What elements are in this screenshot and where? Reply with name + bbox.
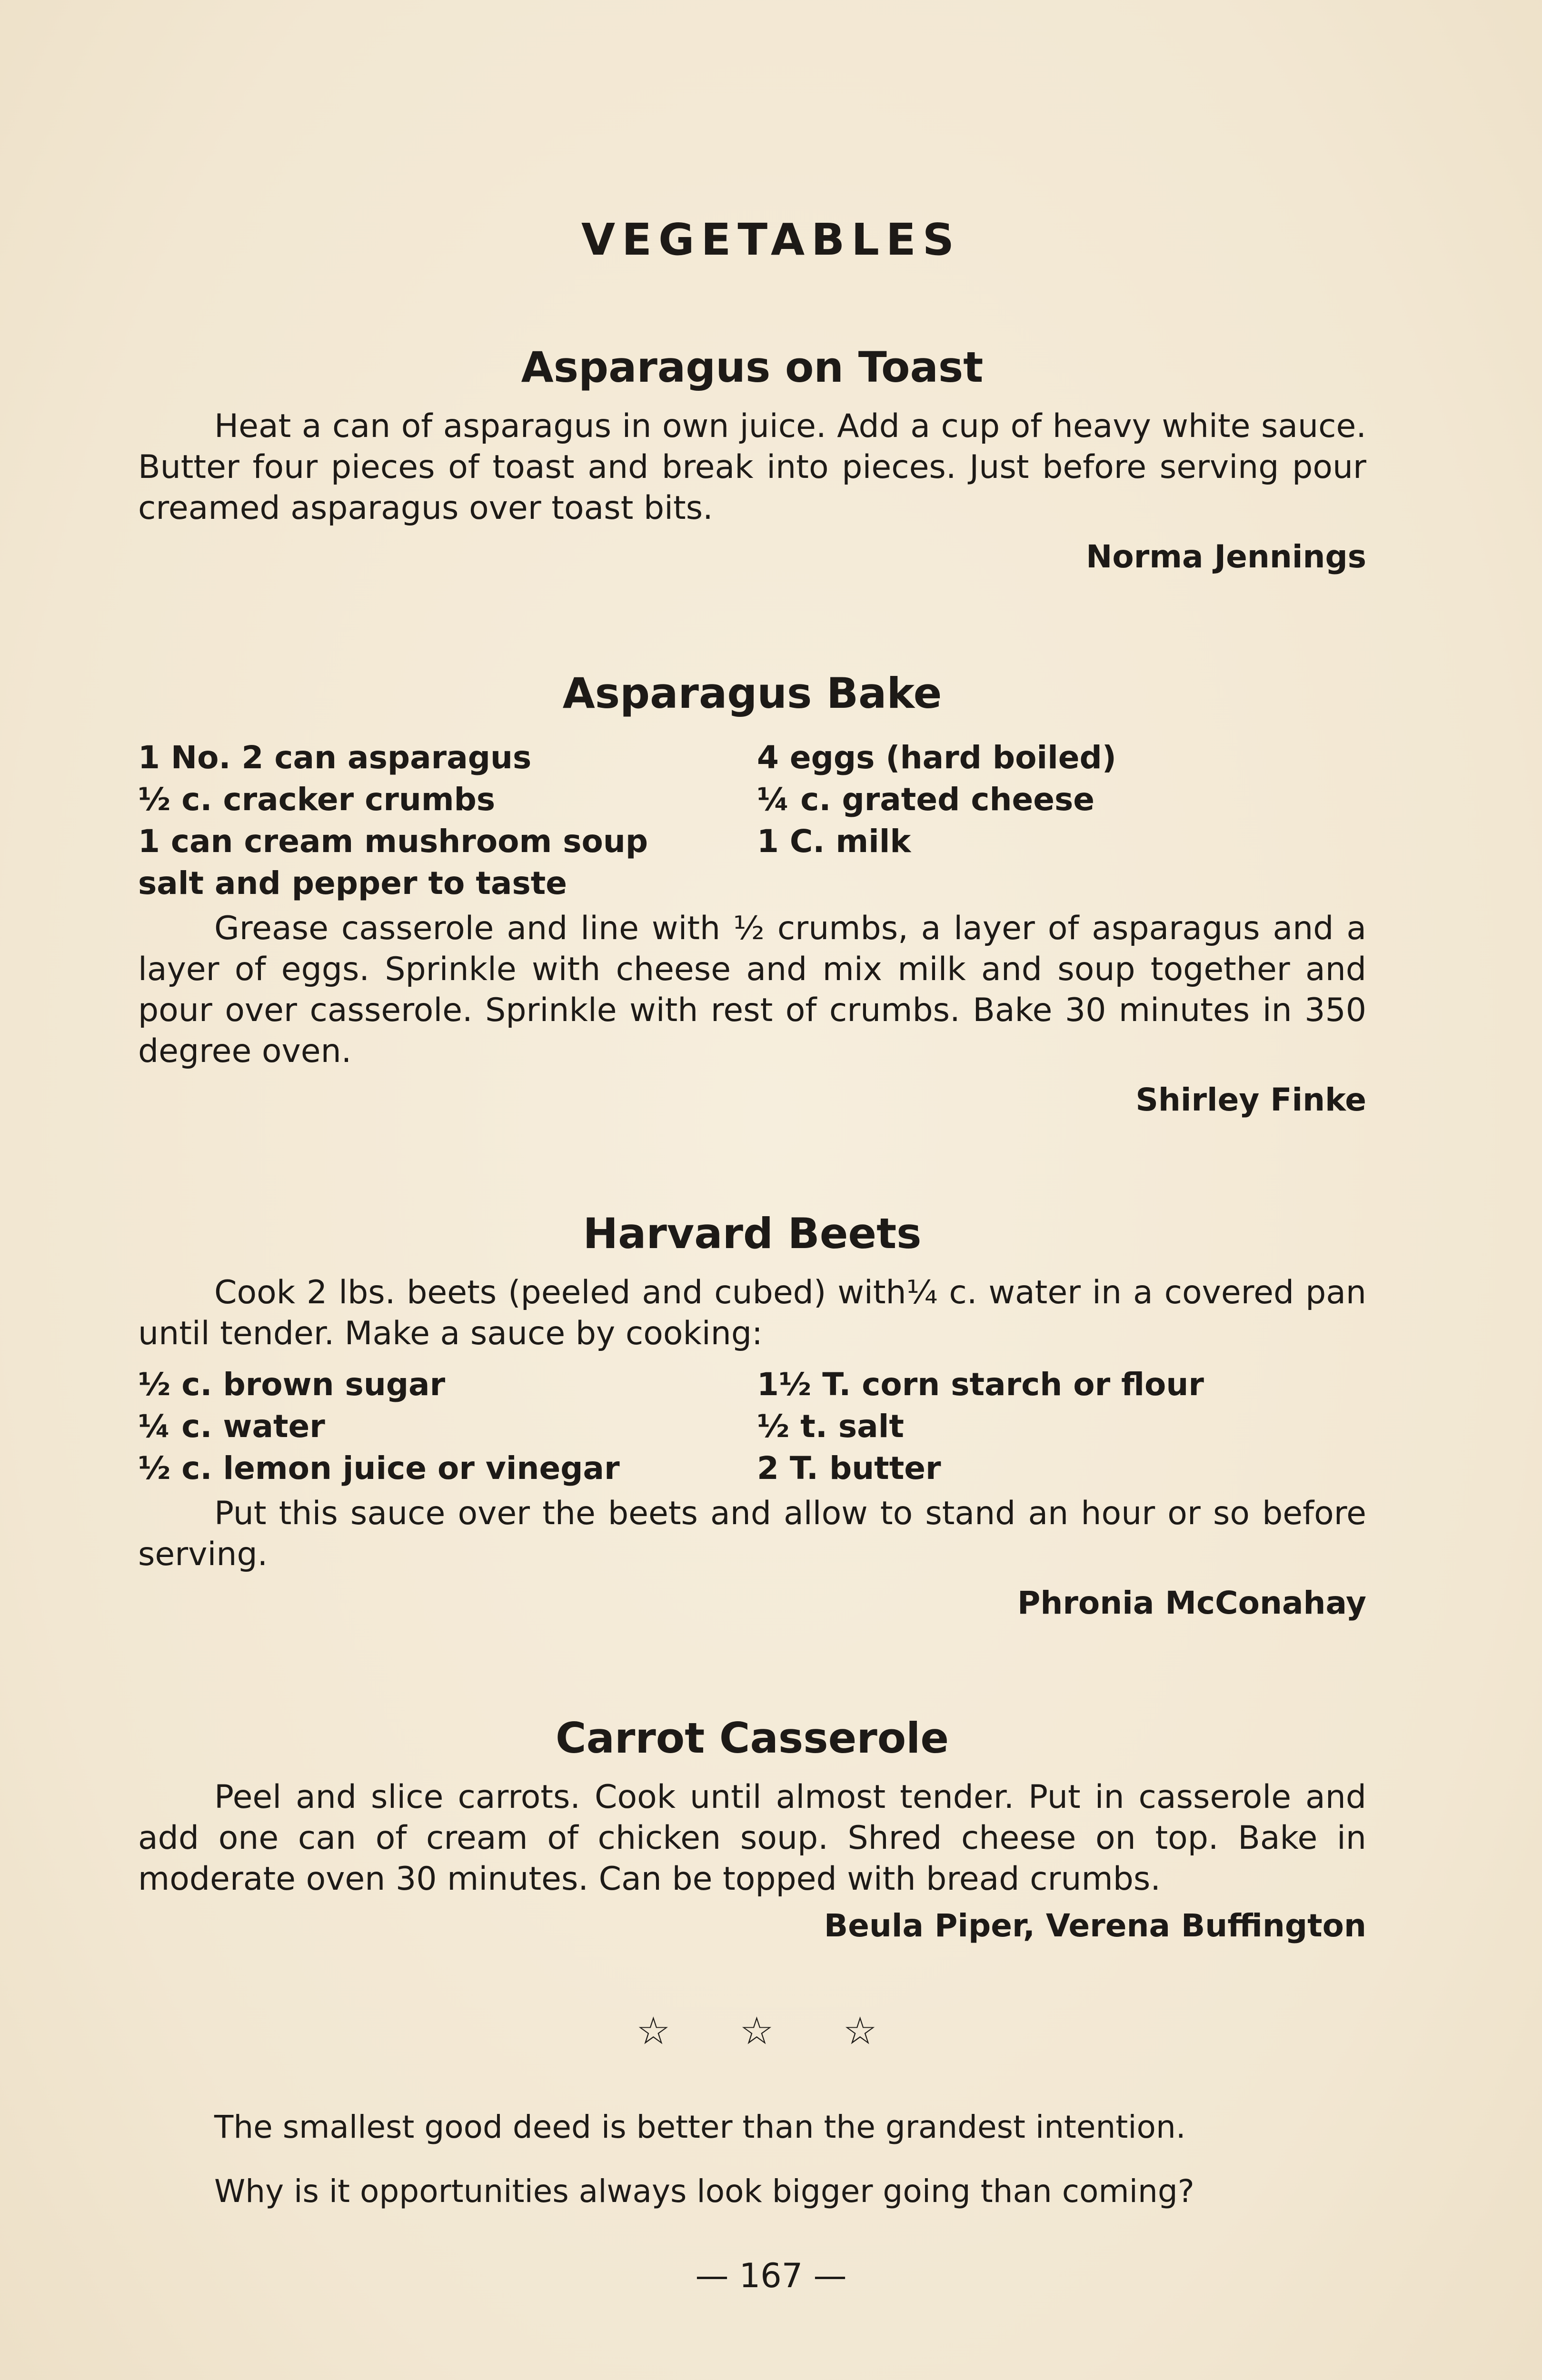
ingredients-list bbox=[138, 737, 1366, 904]
quote: The smallest good deed is better than the grandest intention. bbox=[214, 2109, 1186, 2145]
recipe-asparagus-on-toast bbox=[138, 343, 1366, 575]
ingredient: 4 eggs (hard boiled) bbox=[757, 739, 1116, 776]
recipe-carrot-casserole bbox=[138, 1714, 1366, 1944]
ingredient: ½ c. brown sugar bbox=[138, 1366, 446, 1403]
ingredient: 2 T. butter bbox=[757, 1450, 941, 1487]
recipe-harvard-beets bbox=[138, 1209, 1366, 1621]
ingredient: 1 C. milk bbox=[757, 823, 911, 860]
recipe-title: Asparagus on Toast bbox=[521, 343, 984, 392]
recipe-body: Heat a can of asparagus in own juice. Add a cup of heavy white sauce. Butter four pieces of toast and break into pieces. Just before serving pour creamed asparagus over toast bits. bbox=[138, 407, 1366, 527]
ingredients-left bbox=[138, 1364, 757, 1489]
recipe-author: Shirley Finke bbox=[1135, 1081, 1366, 1118]
recipe-body: Peel and slice carrots. Cook until almost tender. Put in casserole and add one can of cream of chicken soup. Shred cheese on top. Bake in moderate oven 30 minutes. Can be topped with bread crumbs. bbox=[138, 1778, 1366, 1898]
recipe-author: Beula Piper, Verena Buffington bbox=[824, 1907, 1366, 1944]
recipe-author: Norma Jennings bbox=[1086, 538, 1366, 575]
ingredient: ½ c. cracker crumbs bbox=[138, 781, 496, 818]
ingredients-left bbox=[138, 737, 757, 904]
ingredient: 1½ T. corn starch or flour bbox=[757, 1366, 1204, 1403]
ingredient: 1 can cream mushroom soup bbox=[138, 823, 648, 860]
ingredient: 1 No. 2 can asparagus bbox=[138, 739, 532, 776]
ingredients-list bbox=[138, 1364, 1366, 1489]
recipe-body: Grease casserole and line with ½ crumbs, a layer of asparagus and a layer of eggs. Sprinkle with cheese and mix milk and soup together and pour over casserole. Sprinkle with rest of crumbs. Bake 30 minutes in 350 degree oven. bbox=[138, 910, 1366, 1070]
section-title: VEGETABLES bbox=[581, 214, 961, 265]
recipe-asparagus-bake bbox=[138, 669, 1366, 1118]
ingredient: ½ t. salt bbox=[757, 1408, 904, 1445]
recipe-intro: Cook 2 lbs. beets (peeled and cubed) with¼ c. water in a covered pan until tender. Make a sauce by cooking: bbox=[138, 1274, 1366, 1352]
ingredient: salt and pepper to taste bbox=[138, 865, 567, 902]
ingredient: ¼ c. grated cheese bbox=[757, 781, 1095, 818]
ingredient: ½ c. lemon juice or vinegar bbox=[138, 1450, 620, 1487]
ingredient: ¼ c. water bbox=[138, 1408, 325, 1445]
recipe-title: Carrot Casserole bbox=[555, 1714, 949, 1763]
recipe-author: Phronia McConahay bbox=[1017, 1585, 1366, 1621]
recipe-title: Harvard Beets bbox=[583, 1209, 922, 1258]
ingredients-right bbox=[757, 1364, 1366, 1489]
recipe-title: Asparagus Bake bbox=[562, 669, 942, 718]
page-number: — 167 — bbox=[695, 2256, 847, 2295]
ingredients-right bbox=[757, 737, 1366, 904]
recipe-body: Put this sauce over the beets and allow to stand an hour or so before serving. bbox=[138, 1495, 1366, 1573]
star-divider-icon: ☆ ☆ ☆ bbox=[636, 2009, 906, 2053]
quote: Why is it opportunities always look bigger going than coming? bbox=[214, 2173, 1194, 2210]
